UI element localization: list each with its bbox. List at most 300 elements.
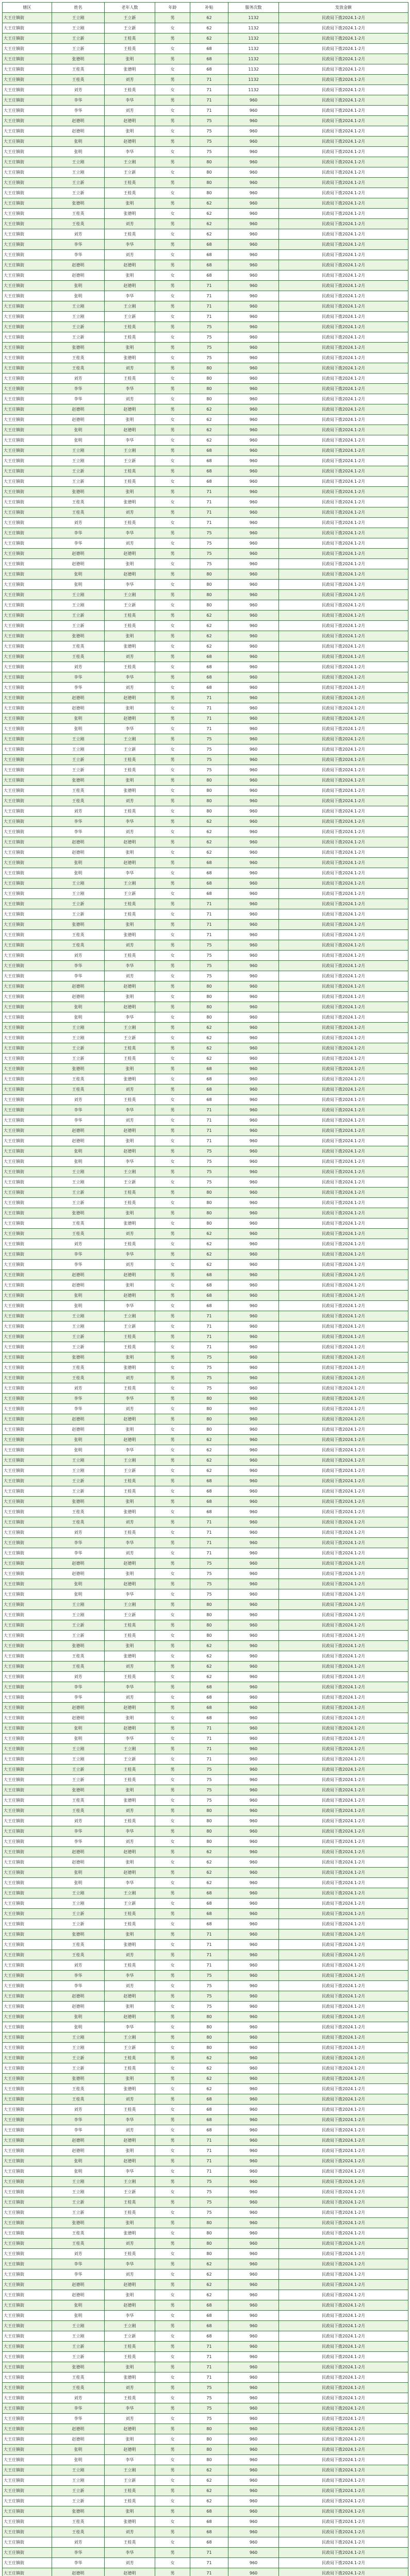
table-cell: 赵德明	[52, 2424, 105, 2434]
table-cell: 75	[190, 734, 228, 744]
table-cell: 王立新	[52, 1054, 105, 1064]
table-cell: 960	[228, 1723, 279, 1734]
table-cell: 民政局下拨2024.1-2月	[279, 930, 408, 940]
table-cell: 80	[190, 2228, 228, 2239]
table-row	[3, 188, 408, 198]
table-cell: 62	[190, 1239, 228, 1249]
table-cell: 大王庄镇街	[3, 569, 52, 580]
table-cell: 男	[155, 2383, 190, 2393]
table-cell: 民政局下拨2024.1-2月	[279, 1445, 408, 1455]
table-cell: 男	[155, 1682, 190, 1692]
table-cell: 民政局下拨2024.1-2月	[279, 590, 408, 600]
table-cell: 大王庄镇街	[3, 384, 52, 394]
table-cell: 民政局下拨2024.1-2月	[279, 1569, 408, 1579]
table-cell: 民政局下拨2024.1-2月	[279, 2156, 408, 2166]
table-cell: 李华	[52, 1981, 105, 1991]
table-cell: 大王庄镇街	[3, 2465, 52, 2476]
table-cell: 71	[190, 1136, 228, 1146]
table-cell: 女	[155, 2002, 190, 2012]
table-cell: 大王庄镇街	[3, 714, 52, 724]
table-cell: 王桂英	[52, 2527, 105, 2537]
table-cell: 王立刚	[105, 1167, 155, 1177]
table-cell: 李华	[52, 1260, 105, 1270]
table-cell: 张明	[105, 54, 155, 64]
table-row	[3, 2228, 408, 2239]
table-cell: 女	[155, 415, 190, 425]
table-cell: 李华	[105, 1249, 155, 1260]
table-cell: 大王庄镇街	[3, 1064, 52, 1074]
table-cell: 71	[190, 497, 228, 507]
table-cell: 民政局下拨2024.1-2月	[279, 2269, 408, 2280]
table-cell: 张明	[52, 1579, 105, 1589]
table-cell: 960	[228, 1023, 279, 1033]
table-cell: 民政局下拨2024.1-2月	[279, 363, 408, 374]
table-cell: 62	[190, 1455, 228, 1466]
table-cell: 71	[190, 1126, 228, 1136]
table-cell: 大王庄镇街	[3, 693, 52, 703]
table-cell: 960	[228, 1012, 279, 1023]
table-cell: 大王庄镇街	[3, 1909, 52, 1919]
table-cell: 张明	[52, 2445, 105, 2455]
table-cell: 民政局下拨2024.1-2月	[279, 1167, 408, 1177]
table-cell: 960	[228, 106, 279, 116]
table-row	[3, 2568, 408, 2576]
table-cell: 男	[155, 1662, 190, 1672]
table-cell: 赵德明	[105, 1270, 155, 1280]
table-cell: 大王庄镇街	[3, 1981, 52, 1991]
table-cell: 75	[190, 1146, 228, 1157]
table-cell: 民政局下拨2024.1-2月	[279, 2290, 408, 2300]
table-cell: 民政局下拨2024.1-2月	[279, 2280, 408, 2290]
table-cell: 960	[228, 652, 279, 662]
table-cell: 80	[190, 1600, 228, 1610]
table-cell: 民政局下拨2024.1-2月	[279, 2300, 408, 2311]
table-cell: 62	[190, 2476, 228, 2486]
table-cell: 62	[190, 641, 228, 652]
table-cell: 民政局下拨2024.1-2月	[279, 2002, 408, 2012]
table-cell: 大王庄镇街	[3, 827, 52, 837]
table-cell: 女	[155, 600, 190, 611]
table-cell: 王桂英	[105, 178, 155, 188]
table-cell: 大王庄镇街	[3, 2105, 52, 2115]
table-cell: 李华	[105, 2166, 155, 2177]
table-cell: 民政局下拨2024.1-2月	[279, 1775, 408, 1785]
table-cell: 民政局下拨2024.1-2月	[279, 1249, 408, 1260]
table-cell: 张德明	[52, 920, 105, 930]
table-cell: 男	[155, 33, 190, 44]
table-cell: 大王庄镇街	[3, 2012, 52, 2022]
table-cell: 男	[155, 507, 190, 518]
table-cell: 王桂英	[52, 2517, 105, 2527]
table-cell: 960	[228, 775, 279, 786]
table-cell: 赵德明	[105, 404, 155, 415]
table-cell: 960	[228, 2125, 279, 2136]
table-cell: 960	[228, 1528, 279, 1538]
table-cell: 960	[228, 1744, 279, 1754]
table-cell: 民政局下拨2024.1-2月	[279, 1816, 408, 1826]
table-cell: 大王庄镇街	[3, 848, 52, 858]
table-row	[3, 1260, 408, 1270]
table-cell: 大王庄镇街	[3, 2218, 52, 2228]
table-cell: 王桂英	[105, 1919, 155, 1929]
table-cell: 大王庄镇街	[3, 374, 52, 384]
table-cell: 张德明	[105, 209, 155, 219]
table-cell: 刘芳	[105, 1662, 155, 1672]
table-cell: 大王庄镇街	[3, 1847, 52, 1857]
table-row	[3, 1105, 408, 1115]
table-cell: 民政局下拨2024.1-2月	[279, 2166, 408, 2177]
table-cell: 民政局下拨2024.1-2月	[279, 2146, 408, 2156]
table-cell: 大王庄镇街	[3, 1538, 52, 1548]
table-cell: 960	[228, 971, 279, 981]
table-cell: 男	[155, 1868, 190, 1878]
table-cell: 68	[190, 858, 228, 868]
column-header: 补贴	[190, 3, 228, 13]
table-cell: 民政局下拨2024.1-2月	[279, 559, 408, 569]
table-row	[3, 2012, 408, 2022]
table-cell: 大王庄镇街	[3, 744, 52, 755]
table-cell: 民政局下拨2024.1-2月	[279, 1291, 408, 1301]
table-cell: 960	[228, 2476, 279, 2486]
table-cell: 960	[228, 858, 279, 868]
table-cell: 刘芳	[105, 1115, 155, 1126]
table-cell: 大王庄镇街	[3, 1785, 52, 1795]
table-cell: 960	[228, 1888, 279, 1899]
table-row	[3, 1682, 408, 1692]
table-cell: 960	[228, 229, 279, 240]
table-cell: 68	[190, 1291, 228, 1301]
table-row	[3, 2362, 408, 2372]
table-cell: 960	[228, 1054, 279, 1064]
table-cell: 大王庄镇街	[3, 2177, 52, 2187]
table-row	[3, 2156, 408, 2166]
table-cell: 960	[228, 178, 279, 188]
table-cell: 大王庄镇街	[3, 2208, 52, 2218]
table-cell: 男	[155, 1558, 190, 1569]
table-cell: 民政局下拨2024.1-2月	[279, 693, 408, 703]
table-cell: 68	[190, 1301, 228, 1311]
table-cell: 李华	[52, 1837, 105, 1847]
table-cell: 960	[228, 1033, 279, 1043]
table-cell: 960	[228, 549, 279, 559]
table-cell: 男	[155, 1002, 190, 1012]
table-cell: 960	[228, 1332, 279, 1342]
table-cell: 大王庄镇街	[3, 528, 52, 538]
table-cell: 女	[155, 2146, 190, 2156]
table-cell: 71	[190, 95, 228, 106]
table-cell: 张明	[52, 2022, 105, 2032]
table-cell: 男	[155, 734, 190, 744]
table-row	[3, 2352, 408, 2362]
table-cell: 男	[155, 2156, 190, 2166]
table-cell: 王桂英	[52, 2372, 105, 2383]
table-cell: 75	[190, 1589, 228, 1600]
table-row	[3, 219, 408, 229]
table-cell: 71	[190, 291, 228, 301]
table-cell: 男	[155, 631, 190, 641]
table-cell: 大王庄镇街	[3, 1888, 52, 1899]
table-cell: 960	[228, 1208, 279, 1218]
table-cell: 71	[190, 930, 228, 940]
table-cell: 75	[190, 1765, 228, 1775]
table-cell: 王立新	[105, 1610, 155, 1620]
table-cell: 男	[155, 1847, 190, 1857]
table-cell: 王桂英	[105, 33, 155, 44]
table-cell: 民政局下拨2024.1-2月	[279, 2094, 408, 2105]
table-cell: 民政局下拨2024.1-2月	[279, 466, 408, 477]
table-cell: 民政局下拨2024.1-2月	[279, 1899, 408, 1909]
table-cell: 女	[155, 971, 190, 981]
table-cell: 民政局下拨2024.1-2月	[279, 219, 408, 229]
table-cell: 75	[190, 147, 228, 157]
table-cell: 62	[190, 415, 228, 425]
table-cell: 960	[228, 2136, 279, 2146]
table-cell: 71	[190, 312, 228, 322]
table-cell: 大王庄镇街	[3, 1703, 52, 1713]
table-cell: 王桂英	[52, 1795, 105, 1806]
table-cell: 刘芳	[52, 1383, 105, 1394]
table-cell: 张明	[105, 487, 155, 497]
table-cell: 960	[228, 1115, 279, 1126]
table-cell: 赵德明	[52, 415, 105, 425]
table-cell: 男	[155, 1394, 190, 1404]
table-cell: 男	[155, 1291, 190, 1301]
table-cell: 民政局下拨2024.1-2月	[279, 858, 408, 868]
table-cell: 王桂英	[52, 1074, 105, 1084]
table-cell: 王桂英	[105, 2197, 155, 2208]
table-cell: 张明	[52, 281, 105, 291]
table-cell: 大王庄镇街	[3, 425, 52, 435]
table-row	[3, 1218, 408, 1229]
table-cell: 刘芳	[105, 250, 155, 260]
table-cell: 大王庄镇街	[3, 332, 52, 343]
table-cell: 960	[228, 1064, 279, 1074]
table-cell: 张明	[105, 1497, 155, 1507]
table-cell: 大王庄镇街	[3, 2125, 52, 2136]
table-cell: 民政局下拨2024.1-2月	[279, 446, 408, 456]
table-cell: 80	[190, 1414, 228, 1425]
table-cell: 960	[228, 1394, 279, 1404]
table-cell: 李华	[105, 817, 155, 827]
table-cell: 女	[155, 2393, 190, 2403]
table-row	[3, 332, 408, 343]
table-cell: 女	[155, 621, 190, 631]
table-cell: 赵德明	[105, 1435, 155, 1445]
table-cell: 女	[155, 1528, 190, 1538]
table-cell: 960	[228, 477, 279, 487]
table-cell: 960	[228, 1455, 279, 1466]
table-cell: 75	[190, 1177, 228, 1188]
table-cell: 大王庄镇街	[3, 198, 52, 209]
table-cell: 民政局下拨2024.1-2月	[279, 1950, 408, 1960]
table-cell: 民政局下拨2024.1-2月	[279, 683, 408, 693]
table-row	[3, 33, 408, 44]
table-cell: 王立刚	[52, 1888, 105, 1899]
table-cell: 大王庄镇街	[3, 549, 52, 559]
table-cell: 男	[155, 2053, 190, 2063]
table-cell: 王立新	[52, 2342, 105, 2352]
table-cell: 80	[190, 2218, 228, 2228]
table-row	[3, 281, 408, 291]
table-cell: 张德明	[105, 641, 155, 652]
table-cell: 王立刚	[52, 734, 105, 744]
table-cell: 张德明	[105, 1507, 155, 1517]
table-row	[3, 538, 408, 549]
table-cell: 赵德明	[52, 693, 105, 703]
table-cell: 大王庄镇街	[3, 2331, 52, 2342]
table-cell: 960	[228, 2558, 279, 2568]
table-cell: 王立新	[105, 1754, 155, 1765]
table-cell: 女	[155, 1878, 190, 1888]
table-row	[3, 848, 408, 858]
table-cell: 男	[155, 672, 190, 683]
table-cell: 960	[228, 415, 279, 425]
table-cell: 女	[155, 1981, 190, 1991]
table-cell: 王桂英	[105, 621, 155, 631]
table-cell: 960	[228, 394, 279, 404]
table-cell: 男	[155, 940, 190, 951]
table-cell: 大王庄镇街	[3, 1600, 52, 1610]
table-row	[3, 353, 408, 363]
table-row	[3, 54, 408, 64]
table-cell: 李华	[105, 1538, 155, 1548]
table-row	[3, 1754, 408, 1765]
table-cell: 刘芳	[52, 374, 105, 384]
table-row	[3, 126, 408, 137]
table-cell: 民政局下拨2024.1-2月	[279, 2105, 408, 2115]
table-row	[3, 1363, 408, 1373]
table-cell: 80	[190, 1631, 228, 1641]
table-cell: 张明	[105, 1425, 155, 1435]
table-row	[3, 1157, 408, 1167]
table-cell: 75	[190, 1775, 228, 1785]
table-cell: 大王庄镇街	[3, 1744, 52, 1754]
table-cell: 民政局下拨2024.1-2月	[279, 1043, 408, 1054]
table-cell: 68	[190, 1095, 228, 1105]
table-cell: 刘芳	[105, 1517, 155, 1528]
table-cell: 王桂英	[52, 641, 105, 652]
table-cell: 960	[228, 2115, 279, 2125]
table-cell: 王立新	[52, 611, 105, 621]
table-cell: 大王庄镇街	[3, 2187, 52, 2197]
table-cell: 刘芳	[105, 1373, 155, 1383]
table-cell: 男	[155, 1497, 190, 1507]
table-cell: 男	[155, 2424, 190, 2434]
table-cell: 王桂英	[105, 806, 155, 817]
table-cell: 960	[228, 1095, 279, 1105]
table-cell: 王桂英	[105, 229, 155, 240]
table-cell: 62	[190, 2063, 228, 2074]
table-cell: 王立新	[105, 2043, 155, 2053]
table-cell: 女	[155, 2311, 190, 2321]
table-cell: 男	[155, 157, 190, 167]
table-cell: 大王庄镇街	[3, 1631, 52, 1641]
table-cell: 大王庄镇街	[3, 868, 52, 878]
table-cell: 张德明	[105, 1074, 155, 1084]
table-cell: 张明	[105, 631, 155, 641]
table-row	[3, 1270, 408, 1280]
table-cell: 赵德明	[52, 1270, 105, 1280]
table-cell: 民政局下拨2024.1-2月	[279, 1507, 408, 1517]
table-row	[3, 466, 408, 477]
table-cell: 民政局下拨2024.1-2月	[279, 1713, 408, 1723]
table-cell: 民政局下拨2024.1-2月	[279, 2321, 408, 2331]
table-cell: 民政局下拨2024.1-2月	[279, 662, 408, 672]
table-cell: 960	[228, 1899, 279, 1909]
table-cell: 王立刚	[105, 301, 155, 312]
table-cell: 民政局下拨2024.1-2月	[279, 549, 408, 559]
table-cell: 大王庄镇街	[3, 1950, 52, 1960]
table-cell: 68	[190, 1909, 228, 1919]
table-cell: 女	[155, 1074, 190, 1084]
table-row	[3, 1816, 408, 1826]
table-cell: 女	[155, 2455, 190, 2465]
table-row	[3, 2517, 408, 2527]
table-cell: 960	[228, 425, 279, 435]
table-cell: 大王庄镇街	[3, 1126, 52, 1136]
table-cell: 王立新	[52, 1476, 105, 1486]
table-cell: 民政局下拨2024.1-2月	[279, 394, 408, 404]
table-cell: 李华	[105, 1012, 155, 1023]
table-cell: 男	[155, 1373, 190, 1383]
table-cell: 民政局下拨2024.1-2月	[279, 652, 408, 662]
table-cell: 张明	[52, 1157, 105, 1167]
table-cell: 张明	[105, 2002, 155, 2012]
table-cell: 大王庄镇街	[3, 611, 52, 621]
table-cell: 大王庄镇街	[3, 1826, 52, 1837]
column-header: 发放金额	[279, 3, 408, 13]
table-cell: 王立新	[105, 1466, 155, 1476]
table-row	[3, 477, 408, 487]
table-cell: 960	[228, 559, 279, 569]
table-row	[3, 528, 408, 538]
table-cell: 男	[155, 2527, 190, 2537]
table-cell: 王立新	[52, 755, 105, 765]
table-row	[3, 1280, 408, 1291]
table-cell: 民政局下拨2024.1-2月	[279, 518, 408, 528]
table-cell: 女	[155, 2105, 190, 2115]
table-cell: 68	[190, 250, 228, 260]
table-cell: 刘芳	[52, 1672, 105, 1682]
table-cell: 李华	[52, 1971, 105, 1981]
table-cell: 民政局下拨2024.1-2月	[279, 1631, 408, 1641]
table-cell: 民政局下拨2024.1-2月	[279, 384, 408, 394]
table-cell: 王立刚	[105, 1888, 155, 1899]
table-cell: 民政局下拨2024.1-2月	[279, 1157, 408, 1167]
table-cell: 民政局下拨2024.1-2月	[279, 1486, 408, 1497]
table-cell: 大王庄镇街	[3, 291, 52, 301]
table-row	[3, 2331, 408, 2342]
table-cell: 71	[190, 487, 228, 497]
table-cell: 民政局下拨2024.1-2月	[279, 837, 408, 848]
table-cell: 张德明	[105, 2228, 155, 2239]
table-cell: 62	[190, 1249, 228, 1260]
table-cell: 民政局下拨2024.1-2月	[279, 1425, 408, 1435]
table-cell: 大王庄镇街	[3, 1311, 52, 1321]
table-cell: 王立新	[52, 909, 105, 920]
table-cell: 女	[155, 2022, 190, 2032]
table-row	[3, 178, 408, 188]
table-cell: 王立刚	[52, 446, 105, 456]
table-cell: 女	[155, 786, 190, 796]
table-row	[3, 291, 408, 301]
table-cell: 女	[155, 1754, 190, 1765]
table-row	[3, 322, 408, 332]
table-cell: 960	[228, 1569, 279, 1579]
table-cell: 71	[190, 1115, 228, 1126]
table-cell: 960	[228, 1229, 279, 1239]
table-cell: 女	[155, 456, 190, 466]
